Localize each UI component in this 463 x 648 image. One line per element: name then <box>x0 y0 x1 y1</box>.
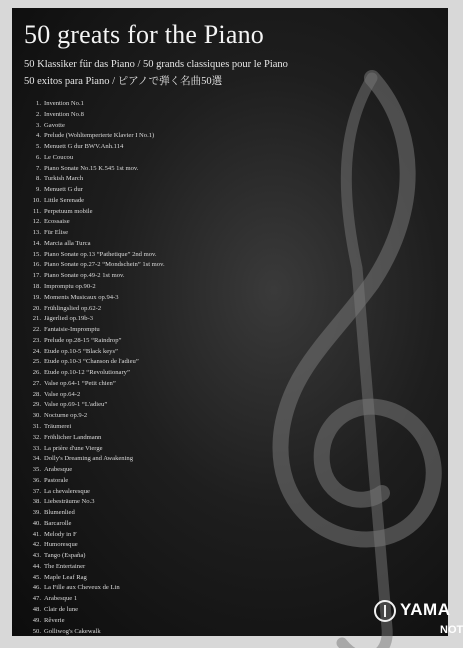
track-title: Menuett G dur BWV.Anh.114 <box>44 143 124 151</box>
track-number: 35. <box>32 466 41 474</box>
track-title: Nocturne op.9-2 <box>44 412 88 420</box>
track-title: Impromptu op.90-2 <box>44 283 96 291</box>
track-number: 4. <box>36 132 41 140</box>
track-number: 28. <box>32 390 41 398</box>
track-number: 47. <box>32 595 41 603</box>
track-number: 33. <box>32 444 41 452</box>
track-title: Humoresque <box>44 541 78 549</box>
track-title: Valse op.64-2 <box>44 390 81 398</box>
track-item <box>22 422 165 433</box>
track-title: Golliwog's Cakewalk <box>44 627 101 635</box>
track-title: La chevaleresque <box>44 487 90 495</box>
track-item <box>22 605 165 616</box>
track-title: Valse op.64-1 “Petit chien” <box>44 379 116 387</box>
track-number: 13. <box>32 229 41 237</box>
track-number: 2. <box>36 110 41 118</box>
track-number: 3. <box>36 121 41 129</box>
track-item <box>22 121 165 132</box>
track-number: 42. <box>32 541 41 549</box>
track-item <box>22 390 165 401</box>
track-item <box>22 573 165 584</box>
track-number: 17. <box>32 272 41 280</box>
track-title: Etude op.10-12 “Revolutionary” <box>44 369 130 377</box>
track-number: 36. <box>32 476 41 484</box>
track-number: 18. <box>32 283 41 291</box>
track-number: 31. <box>32 422 41 430</box>
track-item <box>22 433 165 444</box>
track-number: 7. <box>36 164 41 172</box>
subtitle: 50 exitos para Piano / ピアノで弾く名曲50選 <box>24 76 223 87</box>
track-item <box>22 497 165 508</box>
tuning-fork-logo-icon <box>374 600 396 622</box>
track-item <box>22 250 165 261</box>
track-item <box>22 508 165 519</box>
track-title: Prelude (Wohltemperierte Klavier I No.1) <box>44 132 155 140</box>
subtitle: 50 Klassiker für das Piano / 50 grands classiques pour le Piano <box>24 59 288 70</box>
track-item <box>22 411 165 422</box>
track-item <box>22 239 165 250</box>
track-item <box>22 476 165 487</box>
track-title: Barcarolle <box>44 519 72 527</box>
track-item <box>22 627 165 638</box>
track-item <box>22 562 165 573</box>
track-title: Piano Sonate op.49-2 1st mov. <box>44 272 125 280</box>
track-item <box>22 379 165 390</box>
track-title: Fantaisie-Impromptu <box>44 326 100 334</box>
track-number: 20. <box>32 304 41 312</box>
track-title: Piano Sonate No.15 K.545 1st mov. <box>44 164 139 172</box>
track-title: Piano Sonate op.13 “Pathetique” 2nd mov. <box>44 250 157 258</box>
track-number: 27. <box>32 379 41 387</box>
track-number: 5. <box>36 143 41 151</box>
track-title: Le Coucou <box>44 153 74 161</box>
track-item <box>22 357 165 368</box>
track-title: Frühlingslied op.62-2 <box>44 304 102 312</box>
track-number: 6. <box>36 153 41 161</box>
track-number: 24. <box>32 347 41 355</box>
treble-clef-graphic <box>222 68 452 648</box>
track-item <box>22 314 165 325</box>
track-title: Invention No.1 <box>44 100 84 107</box>
track-item <box>22 217 165 228</box>
track-item <box>22 185 165 196</box>
track-number: 32. <box>32 433 41 441</box>
track-number: 10. <box>32 196 41 204</box>
track-item <box>22 400 165 411</box>
track-title: Clair de lune <box>44 605 79 613</box>
track-item <box>22 583 165 594</box>
brand-sub: NOT <box>440 624 463 636</box>
track-title: Valse op.69-1 “L'adieu” <box>44 401 108 409</box>
track-item <box>22 336 165 347</box>
track-title: Maple Leaf Rag <box>44 573 87 581</box>
track-item <box>22 282 165 293</box>
track-title: La prière d'une Vierge <box>44 444 103 452</box>
track-title: Blumenlied <box>44 509 75 517</box>
track-title: Liebesträume No.3 <box>44 498 95 506</box>
track-title: Etude op.10-5 “Black keys” <box>44 347 118 355</box>
track-number: 14. <box>32 239 41 247</box>
track-title: Melody in F <box>44 530 77 538</box>
track-item <box>22 196 165 207</box>
track-item <box>22 519 165 530</box>
track-title: Für Elise <box>44 229 68 237</box>
track-list <box>22 99 165 637</box>
track-title: Gavotte <box>44 121 65 129</box>
track-item <box>22 465 165 476</box>
track-item <box>22 131 165 142</box>
track-item <box>22 260 165 271</box>
track-item <box>22 594 165 605</box>
track-item <box>22 271 165 282</box>
track-title: Fröhlicher Landmann <box>44 433 102 441</box>
brand <box>374 600 463 640</box>
track-item <box>22 347 165 358</box>
track-number: 16. <box>32 261 41 269</box>
track-number: 44. <box>32 562 41 570</box>
track-item <box>22 164 165 175</box>
track-number: 45. <box>32 573 41 581</box>
track-number: 11. <box>33 207 41 215</box>
track-item <box>22 174 165 185</box>
track-title: Prelude op.28-15 “Raindrop” <box>44 336 122 344</box>
track-number: 9. <box>36 186 41 194</box>
cover <box>12 8 463 636</box>
brand-name: YAMA <box>400 600 451 619</box>
track-number: 19. <box>32 293 41 301</box>
track-number: 21. <box>32 315 41 323</box>
track-title: Rêverie <box>44 616 65 624</box>
track-number: 39. <box>32 509 41 517</box>
track-item <box>22 304 165 315</box>
track-title: Pastorale <box>44 476 69 484</box>
track-title: Ecossaise <box>44 218 70 226</box>
track-number: 1. <box>36 100 41 107</box>
track-item <box>22 293 165 304</box>
track-number: 25. <box>32 358 41 366</box>
track-number: 46. <box>32 584 41 592</box>
track-number: 34. <box>32 455 41 463</box>
track-title: Dolly's Dreaming and Awakening <box>44 455 134 463</box>
track-number: 22. <box>32 326 41 334</box>
track-number: 23. <box>32 336 41 344</box>
track-title: La Fille aux Cheveux de Lin <box>44 584 120 592</box>
track-title: Invention No.8 <box>44 110 84 118</box>
track-number: 29. <box>32 401 41 409</box>
track-number: 12. <box>32 218 41 226</box>
track-title: Träumerei <box>44 422 72 430</box>
track-item <box>22 142 165 153</box>
track-item <box>22 454 165 465</box>
track-title: Marcia alla Turca <box>44 239 91 247</box>
track-item <box>22 616 165 627</box>
track-title: Arabesque <box>44 466 73 474</box>
track-number: 40. <box>32 519 41 527</box>
track-title: Little Serenade <box>44 196 85 204</box>
track-title: Menuett G dur <box>44 186 83 194</box>
track-item <box>22 325 165 336</box>
track-title: Etude op.10-3 “Chanson de l'adieu” <box>44 358 139 366</box>
track-item <box>22 530 165 541</box>
track-title: Turkish March <box>44 175 84 183</box>
track-title: Moments Musicaux op.94-3 <box>44 293 119 301</box>
track-number: 37. <box>32 487 41 495</box>
track-number: 26. <box>32 369 41 377</box>
track-item <box>22 540 165 551</box>
track-title: Tango (España) <box>44 552 86 560</box>
track-item <box>22 99 165 110</box>
track-number: 41. <box>32 530 41 538</box>
track-title: Piano Sonate op.27-2 “Mondschein” 1st mov. <box>44 261 165 269</box>
track-item <box>22 368 165 379</box>
track-title: Arabesque 1 <box>44 595 78 603</box>
track-title: The Entertainer <box>44 562 86 570</box>
track-number: 15. <box>32 250 41 258</box>
track-item <box>22 110 165 121</box>
track-item <box>22 153 165 164</box>
track-number: 50. <box>32 627 41 635</box>
track-title: Perpetuum mobile <box>44 207 93 215</box>
track-number: 30. <box>32 412 41 420</box>
track-number: 8. <box>36 175 41 183</box>
track-number: 38. <box>32 498 41 506</box>
track-title: Jägerlied op.19b-3 <box>44 315 94 323</box>
track-item <box>22 444 165 455</box>
page-title: 50 greats for the Piano <box>24 20 264 49</box>
track-item <box>22 487 165 498</box>
track-number: 43. <box>32 552 41 560</box>
track-number: 48. <box>32 605 41 613</box>
track-item <box>22 551 165 562</box>
track-item <box>22 228 165 239</box>
track-item <box>22 207 165 218</box>
track-number: 49. <box>32 616 41 624</box>
